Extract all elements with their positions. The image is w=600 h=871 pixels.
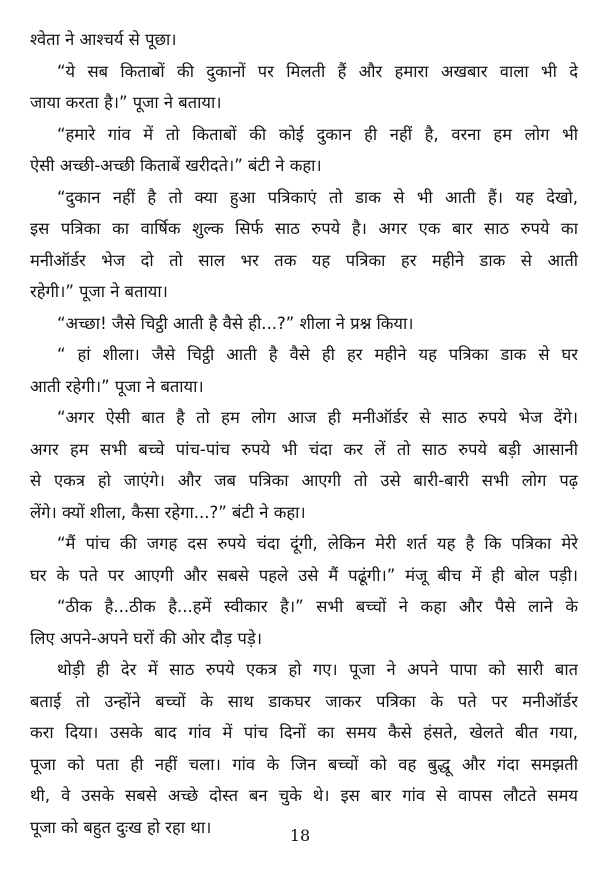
text-line-19: “ठीक है...ठीक है...हमें स्वीकार है।” सभी बच्चों ने कहा और पैसे लाने के — [57, 597, 578, 616]
text-line-14: अगर हम सभी बच्चे पांच-पांच रुपये भी चंदा कर लें तो साठ रुपये बड़ी आसानी — [30, 439, 578, 459]
text-line-4: “हमारे गांव में तो किताबों की कोई दुकान ही नहीं है, वरना हम लोग भी — [57, 124, 578, 144]
text-line-21: थोड़ी ही देर में साठ रुपये एकत्र हो गए। पूजा ने अपने पापा को सारी बात — [57, 660, 578, 679]
page-number: 18 — [289, 826, 311, 845]
text-line-15: से एकत्र हो जाएंगे। और जब पत्रिका आएगी तो उसे बारी-बारी सभी लोग पढ़ — [30, 471, 578, 490]
text-line-16: लेंगे। क्यों शीला, कैसा रहेगा...?” बंटी ने कहा। — [30, 502, 306, 522]
text-line-11: “ हां शीला। जैसे चिट्ठी आती है वैसे ही हर महीने यह पत्रिका डाक से घर — [57, 345, 578, 364]
text-line-25: थी, वे उसके सबसे अच्छे दोस्त बन चुके थे। इस बार गांव से वापस लौटते समय — [30, 786, 578, 805]
text-line-24: पूजा को पता ही नहीं चला। गांव के जिन बच्चों को वह बुद्धू और गंदा समझती — [30, 754, 578, 774]
text-line-12: आती रहेगी।” पूजा ने बताया। — [30, 376, 204, 396]
text-line-18: घर के पते पर आएगी और सबसे पहले उसे मैं पढूंगी।” मंजू बीच में ही बोल पड़ी। — [30, 565, 578, 585]
text-line-7: इस पत्रिका का वार्षिक शुल्क सिर्फ साठ रुपये है। अगर एक बार साठ रुपये का — [30, 219, 578, 238]
text-line-23: करा दिया। उसके बाद गांव में पांच दिनों का समय कैसे हंसते, खेलते बीत गया, — [30, 723, 578, 742]
text-line-13: “अगर ऐसी बात है तो हम लोग आज ही मनीऑर्डर से साठ रुपये भेज देंगे। — [57, 408, 578, 427]
text-line-17: “मैं पांच की जगह दस रुपये चंदा दूंगी, लेकिन मेरी शर्त यह है कि पत्रिका मेरे — [57, 534, 578, 553]
text-line-5: ऐसी अच्छी-अच्छी किताबें खरीदते।” बंटी ने कहा। — [30, 156, 322, 175]
text-line-22: बताई तो उन्होंने बच्चों के साथ डाकघर जाकर पत्रिका के पते पर मनीऑर्डर — [30, 691, 578, 711]
text-line-3: जाया करता है।” पूजा ने बताया। — [30, 93, 222, 112]
text-line-2: “ये सब किताबों की दुकानों पर मिलती हैं और हमारा अखबार वाला भी दे — [57, 61, 578, 81]
text-line-26: पूजा को बहुत दुःख हो रहा था। — [30, 817, 212, 837]
text-line-9: रहेगी।” पूजा ने बताया। — [30, 282, 168, 301]
text-line-8: मनीऑर्डर भेज दो तो साल भर तक यह पत्रिका हर महीने डाक से आती — [30, 250, 578, 270]
document-body — [30, 24, 578, 843]
text-line-20: लिए अपने-अपने घरों की ओर दौड़ पड़े। — [30, 628, 262, 648]
text-line-6: “दुकान नहीं है तो क्या हुआ पत्रिकाएं तो डाक से भी आती हैं। यह देखो, — [57, 187, 578, 207]
text-line-1: श्वेता ने आश्चर्य से पूछा। — [30, 30, 177, 49]
text-line-10: “अच्छा! जैसे चिट्ठी आती है वैसे ही...?” शीला ने प्रश्न किया। — [57, 313, 414, 333]
